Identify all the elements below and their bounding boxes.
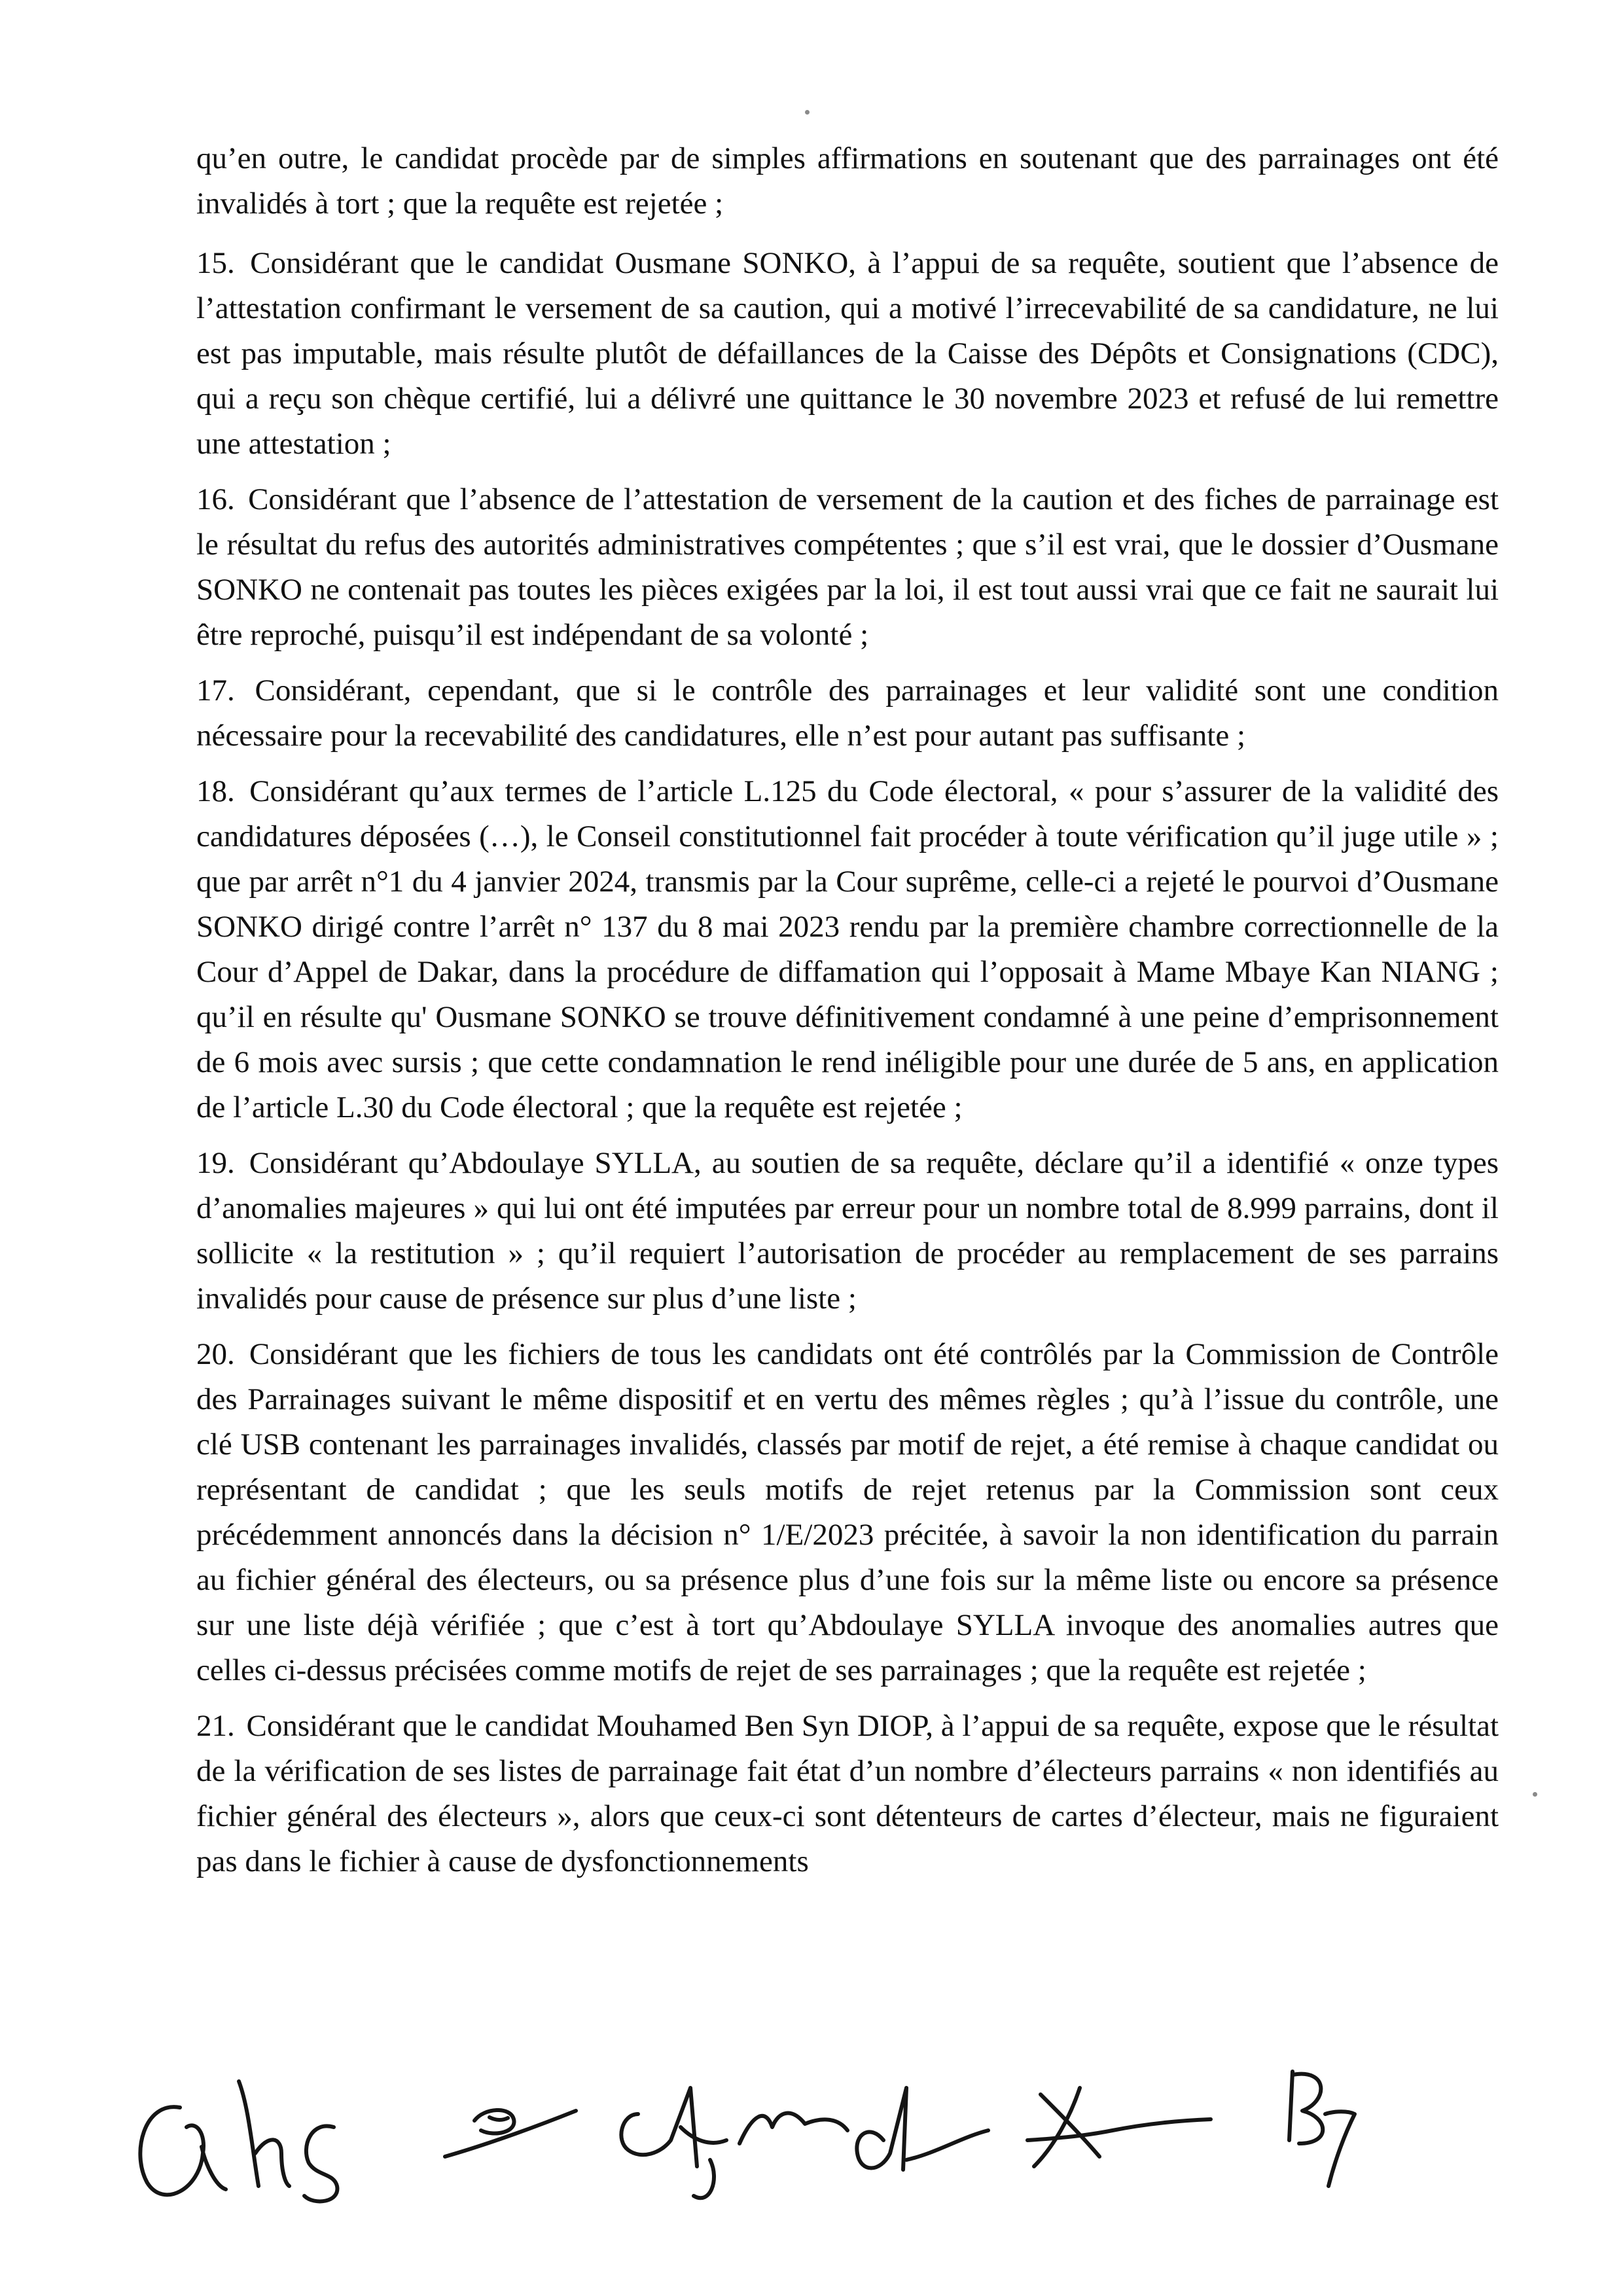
paragraph-number: 15. bbox=[196, 246, 235, 280]
paragraph-19 bbox=[196, 1141, 1499, 1321]
paragraph-20 bbox=[196, 1332, 1499, 1693]
paragraph-text: Considérant que le candidat Mouhamed Ben Syn DIOP, à l’appui de sa requête, expose que le résultat de la vérification de ses listes de parrainage fait état d’un nombre d’électeurs parrains « non identifiés au fichier général des électeurs », alors que ceux-ci sont détenteurs de cartes d’électeur, mais ne figuraient pas dans le fichier à cause de dysfonctionnements bbox=[196, 1709, 1499, 1878]
paragraph-text: Considérant que les fichiers de tous les candidats ont été contrôlés par la Commission de Contrôle des Parrainages suivant le même dispositif et en vertu des mêmes règles ; qu’à l’issue du contrôle, une clé USB contenant les parrainages invalidés, classés par motif de rejet, a été remise à chaque candidat ou représentant de candidat ; que les seuls motifs de rejet retenus par la Commission sont ceux précédemment annoncés dans la décision n° 1/E/2023 précitée, à savoir la non identification du parrain au fichier général des électeurs, ou sa présence plus d’une fois sur la même liste ou encore sa présence sur une liste déjà vérifiée ; que c’est à tort qu’Abdoulaye SYLLA invoque des anomalies autres que celles ci-dessus précisées comme motifs de rejet de ses parrainages ; que la requête est rejetée ; bbox=[196, 1337, 1499, 1687]
paragraph-number: 20. bbox=[196, 1337, 235, 1371]
paragraph-number: 21. bbox=[196, 1709, 235, 1743]
paragraph-number: 17. bbox=[196, 673, 235, 708]
paragraph-continuation bbox=[196, 136, 1499, 226]
signature-1 bbox=[140, 2081, 337, 2201]
signature-5 bbox=[1027, 2088, 1211, 2166]
paragraph-text: Considérant que le candidat Ousmane SONKO, à l’appui de sa requête, soutient que l’absence de l’attestation confirmant le versement de sa caution, qui a motivé l’irrecevabilité de sa candidature, ne lui est pas imputable, mais résulte plutôt de défaillances de la Caisse des Dépôts et Consignations (CDC), qui a reçu son chèque certifié, lui a délivré une quittance le 30 novembre 2023 et refusé de lui remettre une attestation ; bbox=[196, 246, 1499, 461]
paragraph-number: 18. bbox=[196, 774, 235, 808]
scan-speck bbox=[1533, 1792, 1537, 1797]
paragraph-16 bbox=[196, 477, 1499, 658]
signature-3 bbox=[621, 2088, 847, 2198]
paragraph-17 bbox=[196, 668, 1499, 759]
paragraph-text: Considérant que l’absence de l’attestation de versement de la caution et des fiches de parrainage est le résultat du refus des autorités administratives compétentes ; que s’il est vrai, que le dossier d’Ousmane SONKO ne contenait pas toutes les pièces exigées par la loi, il est tout aussi vrai que ce fait ne saurait lui être reproché, puisqu’il est indépendant de sa volonté ; bbox=[196, 482, 1499, 652]
paragraph-text: qu’en outre, le candidat procède par de simples affirmations en soutenant que des parrainages ont été invalidés à tort ; que la requête est rejetée ; bbox=[196, 141, 1499, 221]
signature-4 bbox=[857, 2088, 988, 2170]
paragraph-text: Considérant, cependant, que si le contrôle des parrainages et leur validité sont une condition nécessaire pour la recevabilité des candidatures, elle n’est pour autant pas suffisante ; bbox=[196, 673, 1499, 753]
paragraph-21 bbox=[196, 1704, 1499, 1884]
paragraph-text: Considérant qu’Abdoulaye SYLLA, au soutien de sa requête, déclare qu’il a identifié « onze types d’anomalies majeures » qui lui ont été imputées par erreur pour un nombre total de 8.999 parrains, dont il sollicite « la restitution » ; qu’il requiert l’autorisation de procéder au remplacement de ses parrains invalidés pour cause de présence sur plus d’une liste ; bbox=[196, 1146, 1499, 1316]
signature-6 bbox=[1289, 2072, 1355, 2186]
paragraph-18 bbox=[196, 769, 1499, 1130]
paragraph-text: Considérant qu’aux termes de l’article L.125 du Code électoral, « pour s’assurer de la validité des candidatures déposées (…), le Conseil constitutionnel fait procéder à toute vérification qu’il juge utile » ; que par arrêt n°1 du 4 janvier 2024, transmis par la Cour suprême, celle-ci a rejeté le pourvoi d’Ousmane SONKO dirigé contre l’arrêt n° 137 du 8 mai 2023 rendu par la première chambre correctionnelle de la Cour d’Appel de Dakar, dans la procédure de diffamation qui l’opposait à Mame Mbaye Kan NIANG ; qu’il en résulte qu' Ousmane SONKO se trouve définitivement condamné à une peine d’emprisonnement de 6 mois avec sursis ; que cette condamnation le rend inéligible pour une durée de 5 ans, en application de l’article L.30 du Code électoral ; que la requête est rejetée ; bbox=[196, 774, 1499, 1124]
paragraph-number: 19. bbox=[196, 1146, 235, 1180]
scan-speck bbox=[805, 110, 810, 115]
document-body bbox=[196, 136, 1499, 1895]
signature-2 bbox=[445, 2110, 576, 2157]
signatures bbox=[118, 2055, 1492, 2219]
paragraph-number: 16. bbox=[196, 482, 235, 516]
paragraph-15 bbox=[196, 241, 1499, 467]
signature-initials bbox=[118, 2055, 1492, 2219]
